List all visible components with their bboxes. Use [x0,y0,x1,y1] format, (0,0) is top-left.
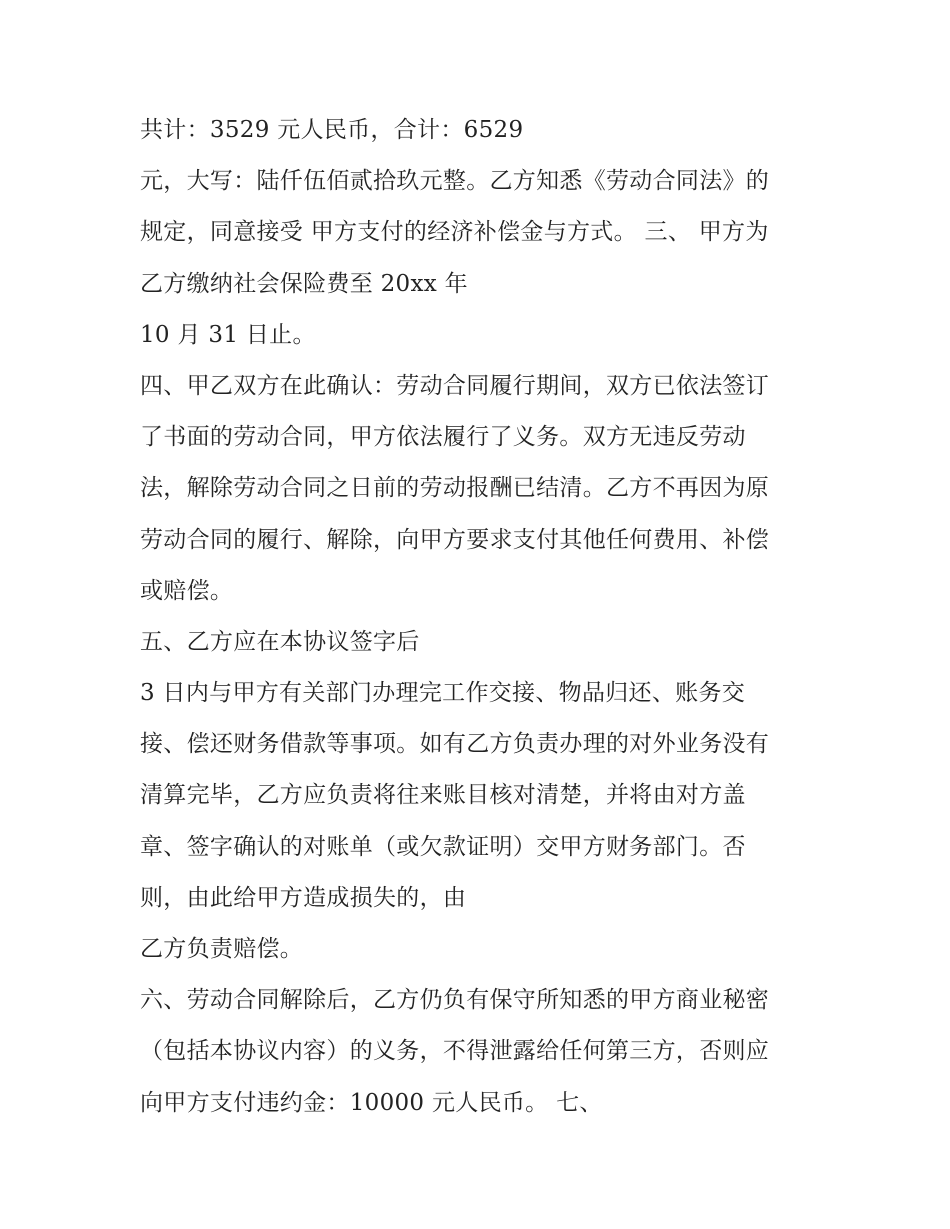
text-line: 10 月 31 日止。 [140,321,316,348]
text-line: 法，解除劳动合同之日前的劳动报酬已结清。乙方不再因为原 [140,475,770,502]
text-line: 了书面的劳动合同，甲方依法履行了义务。双方无违反劳动 [140,424,746,451]
text-line: 向甲方支付违约金：10000 元人民币。 七、 [140,1089,603,1116]
text-line: 乙方负责赔偿。 [140,936,304,962]
text-line: 清算完毕，乙方应负责将往来账目核对清楚，并将由对方盖 [140,782,746,809]
text-line: 接、偿还财务借款等事项。如有乙方负责办理的对外业务没有 [140,731,770,758]
document-body [140,110,830,1134]
text-line: 乙方缴纳社会保险费至 20xx 年 [140,270,468,297]
text-line: 六、劳动合同解除后，乙方仍负有保守所知悉的甲方商业秘密 [140,987,770,1014]
text-line: 规定，同意接受 甲方支付的经济补偿金与方式。 三、 甲方为 [140,219,769,246]
text-line: 章、签字确认的对账单（或欠款证明）交甲方财务部门。否 [140,833,746,860]
text-line: （包括本协议内容）的义务，不得泄露给任何第三方，否则应 [140,1038,770,1065]
text-line: 3 日内与甲方有关部门办理完工作交接、物品归还、账务交 [140,680,746,707]
text-line: 共计：3529 元人民币，合计：6529 [140,117,524,143]
text-line: 五、乙方应在本协议签字后 [140,628,420,655]
text-line: 元，大写：陆仟伍佰贰拾玖元整。乙方知悉《劳动合同法》的 [140,168,770,195]
text-line: 四、甲乙双方在此确认：劳动合同履行期间，双方已依法签订 [140,372,770,399]
text-line: 劳动合同的履行、解除，向甲方要求支付其他任何费用、补偿 [140,526,770,553]
text-line: 或赔偿。 [140,577,234,604]
text-line: 则，由此给甲方造成损失的，由 [140,884,467,911]
